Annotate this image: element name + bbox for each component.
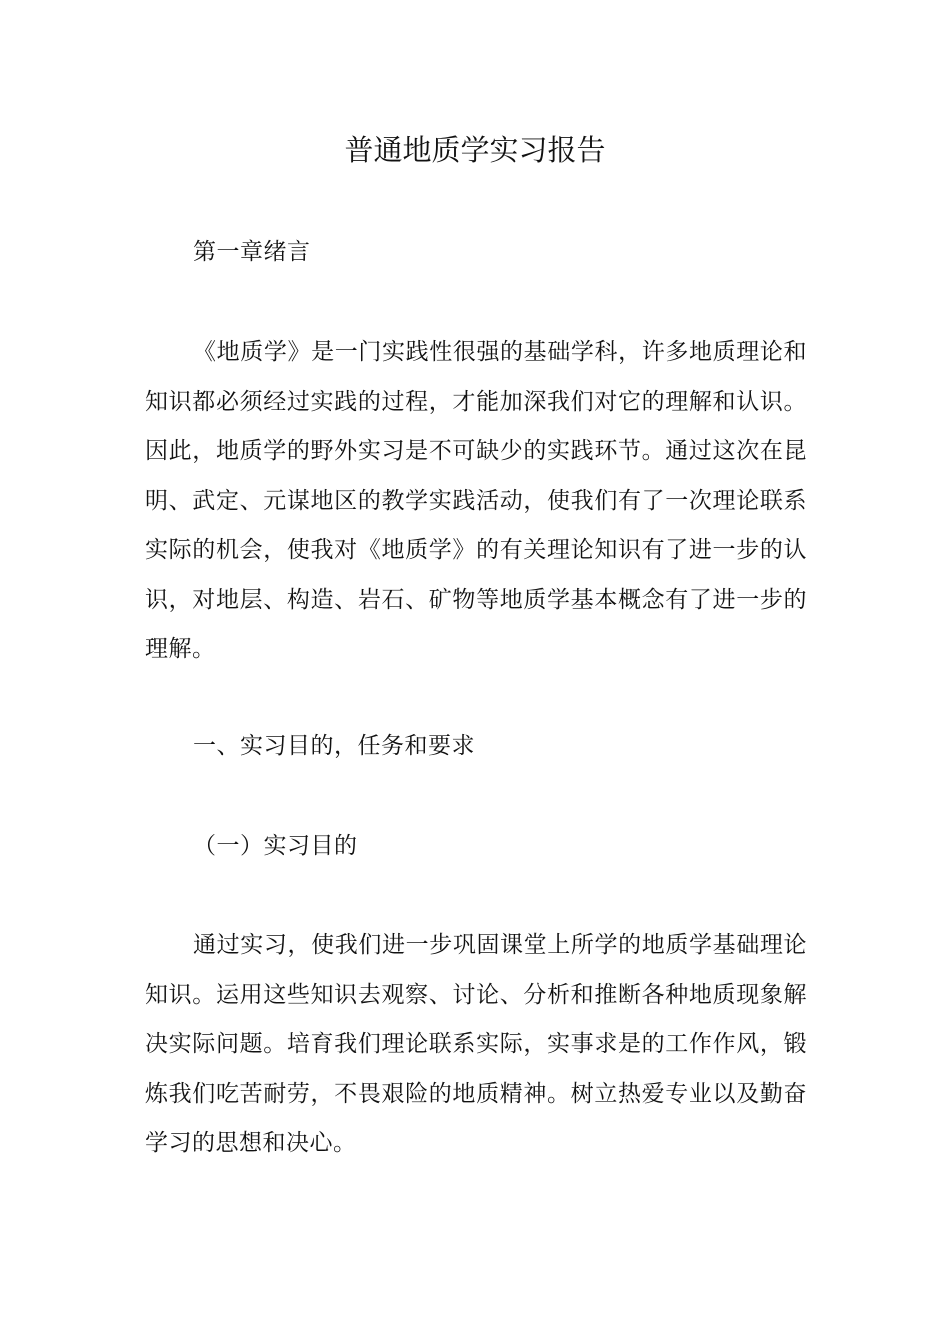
- document-title: 普通地质学实习报告: [344, 133, 606, 167]
- section-heading: 一、实习目的，任务和要求: [193, 733, 475, 759]
- intro-paragraph: 《地质学》是一门实践性很强的基础学科，许多地质理论和知识都必须经过实践的过程，才能加深我们对它的理解和认识。因此，地质学的野外实习是不可缺少的实践环节。通过这次在昆明、武定、元谋地区的教学实践活动，使我们有了一次理论联系实际的机会，使我对《地质学》的有关理论知识有了进一步的认识，对地层、构造、岩石、矿物等地质学基本概念有了进一步的理解。: [145, 339, 807, 662]
- purpose-paragraph: 通过实习，使我们进一步巩固课堂上所学的地质学基础理论知识。运用这些知识去观察、讨论、分析和推断各种地质现象解决实际问题。培育我们理论联系实际，实事求是的工作作风，锻炼我们吃苦耐劳，不畏艰险的地质精神。树立热爱专业以及勤奋学习的思想和决心。: [145, 932, 807, 1156]
- subsection-heading: （一）实习目的: [193, 833, 358, 859]
- chapter-heading: 第一章绪言: [193, 239, 311, 265]
